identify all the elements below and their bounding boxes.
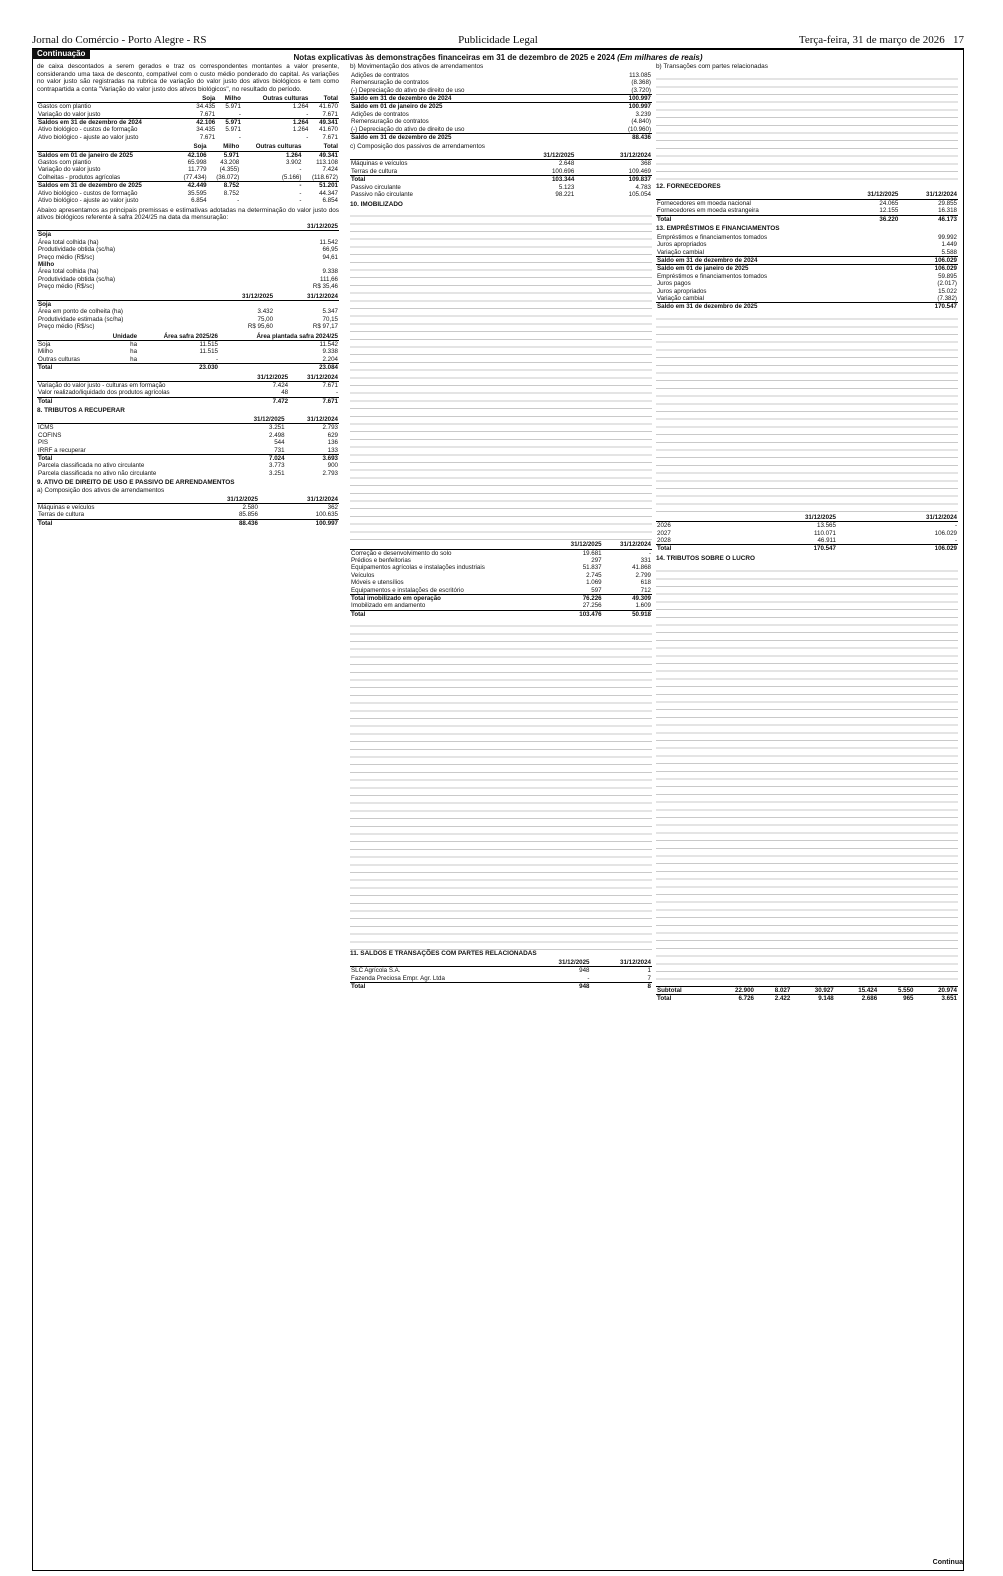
bio-assets-2024-table: Soja Milho Outras culturas Total Gastos com plantio 34.435 5.971 1.264 41.670 Variação do valor justo 7.671 - - 7.671 Saldos em 31 de dezembro de 2024 42.106 5.971 1.264 49.341 Ativo biológico - custos de formação 34.435 5.971 1.264 41.670 Ativo biológico - ajuste ao valor justo 7.671 - - 7.671 [38, 94, 338, 141]
continues-label: Continua [932, 1559, 963, 1566]
suppliers-table: 31/12/2025 31/12/2024 Fornecedores em moeda nacional 24.065 29.855 Fornecedores em moeda estrangeira 12.155 16.318 Total 36.220 46.173 [657, 191, 957, 223]
premises-paragraph: Abaixo apresentamos as principais premissas e estimativas adotadas na determinação do valor justo dos ativos biológicos referente à safra 2024/25 na data da mensuração: [37, 206, 339, 222]
lease-liabilities-label: c) Composição dos passivos de arrendamentos [350, 143, 485, 151]
income-tax-heading: 14. TRIBUTOS SOBRE O LUCRO [656, 554, 755, 562]
related-heading: 11. SALDOS E TRANSAÇÕES COM PARTES RELACIONADAS [350, 950, 537, 958]
fair-value-table: 31/12/2025 31/12/2024 Variação do valor justo - culturas em formação 7.424 7.671 Valor realizado/liquidado dos produtos agrícolas 48 - Total 7.472 7.671 [38, 373, 338, 405]
rou-composition-label: a) Composição dos ativos de arrendamentos [37, 486, 165, 494]
suppliers-heading: 12. FORNECEDORES [656, 182, 721, 190]
column-3 [656, 63, 958, 1567]
loans-heading: 13. EMPRÉSTIMOS E FINANCIAMENTOS [656, 225, 780, 233]
loans-detail-block [656, 313, 958, 513]
income-tax-table: Subtotal 22.900 8.027 30.927 15.424 5.550 20.974 Total 6.726 2.422 9.148 2.686 965 3.651 [657, 986, 957, 1002]
column-1 [37, 63, 339, 1567]
transactions-label: b) Transações com partes relacionadas [656, 63, 768, 70]
section-name: Publicidade Legal [458, 34, 538, 46]
planted-area-table: Unidade Área safra 2025/26 Área plantada safra 2024/25 Soja ha 11.515 11.542 Milho ha 11.515 9.338 Outras culturas ha - 2.204 Total 23.030 23.084 [38, 332, 338, 372]
rou-heading: 9. ATIVO DE DIREITO DE USO E PASSIVO DE ARRENDAMENTOS [37, 479, 235, 487]
imobilizado-movement-block [350, 620, 652, 950]
bio-assets-2025-table: Soja Milho Outras culturas Total Saldos em 01 de janeiro de 2025 42.106 5.971 1.264 49.341 Gastos com plantio 65.998 43.208 3.902 113.108 Variação do valor justo 11.779 (4.355) - 7.424 Colheitas - produtos agrícolas (77.434) (36.072) (5.166) (118.672) Saldos em 31 de dezembro de 2025 42.449 8.752 - 51.201 Ativo biológico - custos de formação 35.595 8.752 - 44.347 Ativo biológico - ajuste ao valor justo 6.854 - - 6.854 [38, 143, 338, 205]
maturity-table: 31/12/2025 31/12/2024 2026 13.565 - 2027 110.071 106.029 2028 46.911 - Total 170.547 106.029 [657, 513, 957, 553]
imobilizado-text [350, 210, 652, 540]
income-tax-text [656, 565, 958, 985]
tax-heading: 8. TRIBUTOS A RECUPERAR [37, 407, 125, 415]
masthead [32, 34, 964, 49]
tax-table: 31/12/2025 31/12/2024 ICMS 3.251 2.793 COFINS 2.498 629 PIS 544 136 IRRF a recuperar 731 133 Total 7.024 3.693 Parcela classificada no ativo circulante 3.773 900 Parcela classificada no ativo não circulante 3.251 2.793 [38, 415, 338, 477]
intro-paragraph: de caixa descontados a serem gerados e traz os correspondentes montantes a valor presente, considerando uma taxa de desconto, compatível com o custo médio ponderado do capital. As variações no valor justo são registradas na rubrica de variação do valor justo dos ativos biológicos e tem como contrapartida a conta "Variação do valor justo dos ativos biológicos", no resultado do período. [37, 63, 339, 94]
notes-title: Notas explicativas às demonstrações financeiras em 31 de dezembro de 2025 e 2024 (Em milhares de reais) [293, 53, 703, 62]
column-2 [350, 63, 652, 1567]
loans-table: Empréstimos e financiamentos tomados 99.992 Juros apropriados 1.449 Variação cambial 5.588 Saldo em 31 de dezembro de 2024 106.029 Saldo em 01 de janeiro de 2025 106.029 Empréstimos e financiamentos tomados 59.895 Juros pagos (2.017) Juros apropriados 15.022 Variação cambial (7.382) Saldo em 31 de dezembro de 2025 170.547 [657, 233, 957, 311]
date-and-page: Terça-feira, 31 de março de 2026 17 [798, 34, 964, 46]
transactions-block [656, 73, 958, 183]
continuation-tab: Continuação [32, 49, 90, 59]
rou-table: 31/12/2025 31/12/2024 Máquinas e veículos 2.580 362 Terras de cultura 85.856 100.635 Total 88.436 100.997 [38, 495, 338, 527]
soja-estimates-table: 31/12/2025 31/12/2024 Soja Área em ponto de colheita (ha) 3.432 5.347 Produtividade estimada (sc/ha) 75,00 70,15 Preço médio (R$/sc) R$ 95,60 R$ 97,17 [38, 292, 338, 331]
related-table: 31/12/2025 31/12/2024 SLC Agrícola S.A. 948 1 Fazenda Preciosa Empr. Agr. Ltda - 7 Total 948 8 [351, 958, 651, 991]
lease-movement-label: b) Movimentação dos ativos de arrendamentos [350, 63, 484, 70]
imobilizado-table: 31/12/2025 31/12/2024 Correção e desenvolvimento do solo 19.681 - Prédios e benfeitorias 297 331 Equipamentos agrícolas e instalações industriais 51.837 41.868 Veículos 2.745 2.799 Móveis e utensílios 1.069 618 Equipamentos e instalações de escritório 597 712 Total imobilizado em operação 76.226 49.309 Imobilizado em andamento 27.256 1.609 Total 103.476 50.918 [351, 541, 651, 618]
lease-liabilities-table: 31/12/2025 31/12/2024 Máquinas e veículos 2.648 368 Terras de cultura 100.696 109.469 Total 103.344 109.837 Passivo circulante 5.123 4.783 Passivo não circulante 98.221 105.054 [351, 152, 651, 199]
lease-movement-table: Adições de contratos 113.085 Remensuração de contratos (8.368) (-) Depreciação do ativo de direito de uso (3.720) Saldo em 31 de dezembro de 2024 100.997 Saldo em 01 de janeiro de 2025 100.997 Adições de contratos 3.239 Remensuração de contratos (4.840) (-) Depreciação do ativo de direito de uso (10.960) Saldo em 31 de dezembro de 2025 88.436 [351, 71, 651, 141]
premises-table: 31/12/2025 Soja Área total colhida (ha) 11.542 Produtividade obtida (sc/ha) 66,95 Preço médio (R$/sc) 94,61 Milho Área total colhida (ha) 9.338 Produtividade obtida (sc/ha) 111,66 Preço médio (R$/sc) R$ 35,46 [38, 222, 338, 291]
newspaper-name: Jornal do Comércio - Porto Alegre - RS [32, 34, 207, 46]
imobilizado-heading: 10. IMOBILIZADO [350, 200, 403, 208]
